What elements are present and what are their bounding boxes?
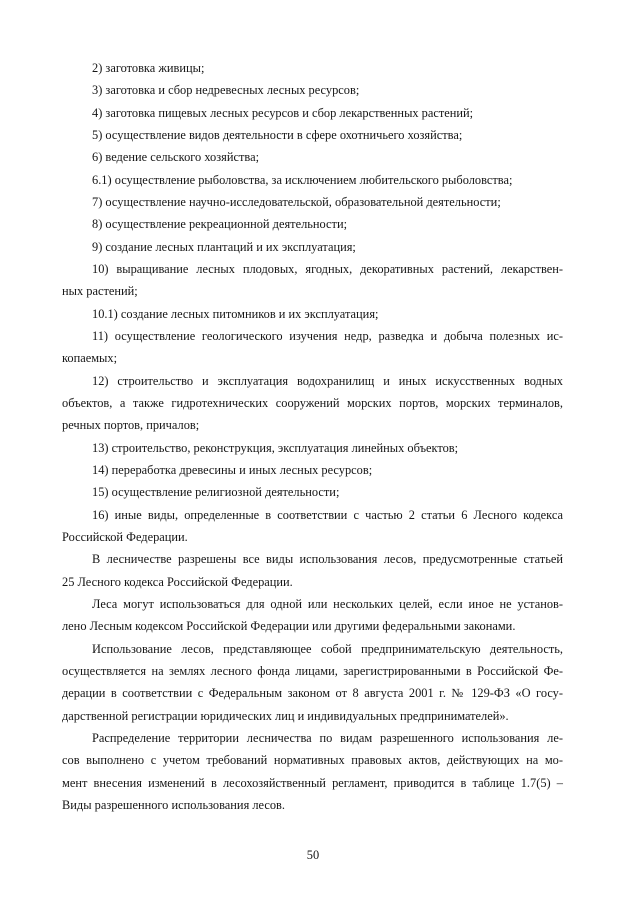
list-item bbox=[62, 57, 563, 79]
paragraph bbox=[62, 638, 563, 727]
text-line: копаемых; bbox=[62, 351, 118, 366]
text-line: 14) переработка древесины и иных лесных ресурсов; bbox=[92, 462, 373, 477]
text-line: объектов, а также гидротехнических сооружений морских портов, морских терминалов, bbox=[62, 395, 563, 410]
text-line: 10) выращивание лесных плодовых, ягодных, декоративных растений, лекарствен- bbox=[92, 261, 563, 276]
list-item bbox=[62, 325, 563, 370]
text-line: Виды разрешенного использования лесов. bbox=[62, 797, 285, 812]
text-line: 16) иные виды, определенные в соответствии с частью 2 статьи 6 Лесного кодекса bbox=[92, 507, 563, 522]
list-item bbox=[62, 79, 563, 101]
text-line: 25 Лесного кодекса Российской Федерации. bbox=[62, 574, 293, 589]
list-item bbox=[62, 213, 563, 235]
text-line: дерации в соответствии с Федеральным законом от 8 августа 2001 г. № 129-ФЗ «О госу- bbox=[62, 686, 563, 701]
list-item bbox=[62, 504, 563, 549]
text-line: осуществляется на землях лесного фонда лицами, зарегистрированными в Российской Фе- bbox=[62, 663, 563, 678]
text-line: лено Лесным кодексом Российской Федерации или другими федеральными законами. bbox=[62, 619, 516, 634]
list-item bbox=[62, 146, 563, 168]
text-line: 15) осуществление религиозной деятельности; bbox=[92, 485, 340, 500]
text-line: ных растений; bbox=[62, 284, 138, 299]
paragraph bbox=[62, 593, 563, 638]
text-line: 13) строительство, реконструкция, эксплуатация линейных объектов; bbox=[92, 440, 459, 455]
paragraph bbox=[62, 548, 563, 593]
list-item bbox=[62, 169, 563, 191]
list-item bbox=[62, 258, 563, 303]
list-item bbox=[62, 236, 563, 258]
text-line: Леса могут использоваться для одной или нескольких целей, если иное не установ- bbox=[92, 596, 563, 611]
text-line: 4) заготовка пищевых лесных ресурсов и сбор лекарственных растений; bbox=[92, 105, 474, 120]
list-item bbox=[62, 459, 563, 481]
list-item bbox=[62, 191, 563, 213]
text-line: 9) создание лесных плантаций и их эксплуатация; bbox=[92, 239, 356, 254]
list-item bbox=[62, 303, 563, 325]
text-line: 8) осуществление рекреационной деятельности; bbox=[92, 217, 348, 232]
text-line: 10.1) создание лесных питомников и их эксплуатация; bbox=[92, 306, 379, 321]
list-item bbox=[62, 481, 563, 503]
text-line: Использование лесов, представляющее собой предпринимательскую деятельность, bbox=[92, 641, 563, 656]
list-item bbox=[62, 102, 563, 124]
text-line: В лесничестве разрешены все виды использования лесов, предусмотренные статьей bbox=[92, 552, 563, 567]
text-line: Распределение территории лесничества по видам разрешенного использования ле- bbox=[92, 730, 563, 745]
text-line: 5) осуществление видов деятельности в сфере охотничьего хозяйства; bbox=[92, 127, 463, 142]
text-line: 11) осуществление геологического изучения недр, разведка и добыча полезных ис- bbox=[92, 328, 563, 343]
list-item bbox=[62, 370, 563, 437]
text-line: 6.1) осуществление рыболовства, за исключением любительского рыболовства; bbox=[92, 172, 513, 187]
text-line: мент внесения изменений в лесохозяйственный регламент, приводится в таблице 1.7(5) – bbox=[62, 775, 563, 790]
text-line: дарственной регистрации юридических лиц и индивидуальных предпринимателей». bbox=[62, 708, 509, 723]
text-line: 3) заготовка и сбор недревесных лесных ресурсов; bbox=[92, 83, 360, 98]
page-content bbox=[62, 57, 563, 816]
text-line: речных портов, причалов; bbox=[62, 418, 200, 433]
text-line: 2) заготовка живицы; bbox=[92, 61, 205, 75]
text-line: 12) строительство и эксплуатация водохранилищ и иных искусственных водных bbox=[92, 373, 563, 388]
text-line: 7) осуществление научно-исследовательской, образовательной деятельности; bbox=[92, 194, 501, 209]
page-number: 50 bbox=[306, 848, 320, 862]
text-line: 6) ведение сельского хозяйства; bbox=[92, 150, 260, 165]
paragraph bbox=[62, 727, 563, 816]
list-item bbox=[62, 437, 563, 459]
text-line: сов выполнено с учетом требований нормативных правовых актов, действующих на мо- bbox=[62, 753, 563, 768]
list-item bbox=[62, 124, 563, 146]
text-line: Российской Федерации. bbox=[62, 529, 188, 544]
